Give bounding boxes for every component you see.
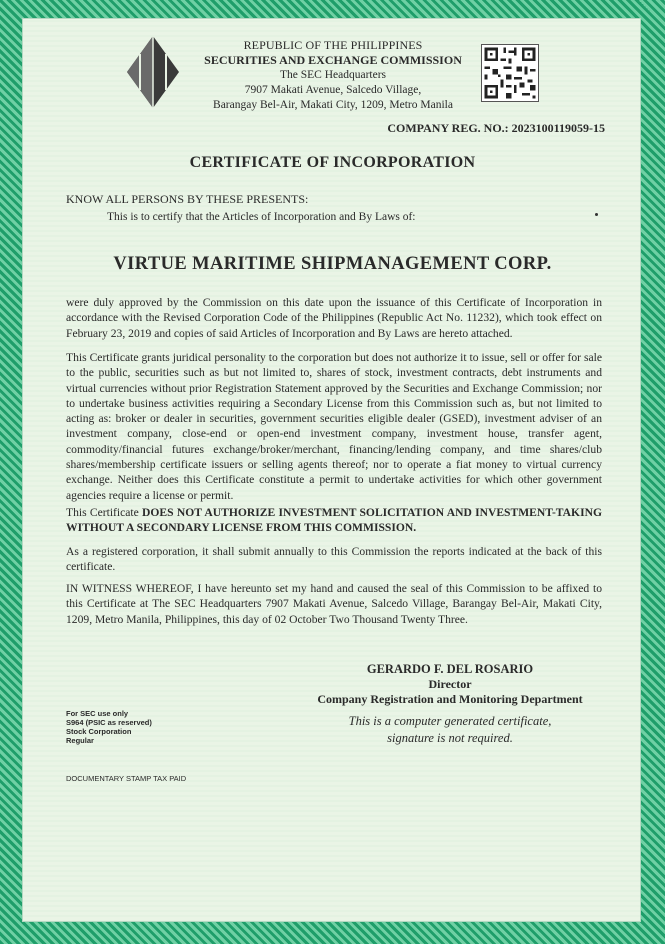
signatory-name: GERARDO F. DEL ROSARIO: [366, 662, 534, 676]
know-all-persons: KNOW ALL PERSONS BY THESE PRESENTS:: [66, 192, 309, 206]
note-line-2: signature is not required.: [387, 731, 513, 745]
sec-use-block: [66, 709, 152, 745]
warning-prefix: This Certificate: [66, 506, 143, 519]
documentary-stamp-tax: DOCUMENTARY STAMP TAX PAID: [66, 774, 187, 783]
signatory-department: Company Registration and Monitoring Department: [317, 692, 583, 706]
ink-dot: [595, 213, 598, 216]
juridical-personality-paragraph: This Certificate grants juridical personality to the corporation but does not authorize it to issue, sell or offer for sale to the public, securities such as but not limited to, shares of stock, investment contracts, debt instruments and virtual currencies without prior Registration Statement approved by the Securities and Exchange Commission; nor to undertake business activities requiring a Secondary License from this Commission such as, but not limited to acting as: broker or dealer in securities, government securities eligible dealer (GSED), investment adviser of an investment company, close-end or open-end investment company, investment house, transfer agent, commodity/financial futures exchange/broker/merchant, financing/lending company, and time shares/club shares/membership certificate issuers or selling agents thereof; nor to operate a fiat money to virtual currency exchange. Neither does this Certificate constitute a permit to undertake activities for which other government agencies require a license or permit.: [66, 351, 602, 502]
country-line: REPUBLIC OF THE PHILIPPINES: [243, 38, 423, 52]
hq-line: The SEC Headquarters: [279, 69, 387, 81]
sec-use-line-1: For SEC use only: [66, 709, 129, 718]
address-line-1: 7907 Makati Avenue, Salcedo Village,: [244, 84, 422, 96]
certificate-title: CERTIFICATE OF INCORPORATION: [189, 154, 476, 171]
corporation-name: VIRTUE MARITIME SHIPMANAGEMENT CORP.: [113, 254, 552, 274]
sec-use-line-2: S964 (PSIC as reserved): [66, 718, 152, 727]
sec-use-line-3: Stock Corporation: [66, 727, 132, 736]
signatory-position: Director: [428, 677, 472, 691]
annual-reports-paragraph: As a registered corporation, it shall submit annually to this Commission the reports indicated at the back of this certificate.: [66, 545, 602, 574]
sec-use-line-4: Regular: [66, 736, 94, 745]
company-reg-number: COMPANY REG. NO.: 2023100119059-15: [387, 121, 605, 135]
approval-paragraph: were duly approved by the Commission on this date upon the issuance of this Certificate of Incorporation in accordance with the Revised Corporation Code of the Philippines (Republic Act No. 11232), which took effect on February 23, 2019 and copies of said Articles of Incorporation and By Laws are hereto attached.: [66, 296, 602, 340]
sec-logo-icon: [125, 34, 181, 110]
computer-generated-note: [330, 713, 570, 747]
agency-header: [188, 38, 478, 113]
warning-bold: DOES NOT AUTHORIZE INVESTMENT SOLICITATION AND INVESTMENT-TAKING WITHOUT A SECONDARY LICENSE FROM THIS COMMISSION.: [66, 506, 602, 535]
note-line-1: This is a computer generated certificate,: [348, 714, 552, 728]
address-line-2: Barangay Bel-Air, Makati City, 1209, Metro Manila: [213, 99, 453, 111]
certify-line: This is to certify that the Articles of Incorporation and By Laws of:: [107, 211, 416, 223]
qr-code-icon: [481, 44, 539, 102]
signatory-block: [300, 662, 600, 707]
solicitation-warning-paragraph: [66, 505, 602, 536]
agency-name: SECURITIES AND EXCHANGE COMMISSION: [204, 53, 462, 67]
witness-paragraph: IN WITNESS WHEREOF, I have hereunto set my hand and caused the seal of this Commission to be affixed to this Certificate at The SEC Headquarters 7907 Makati Avenue, Salcedo Village, Barangay Bel-Air, Makati City, 1209, Metro Manila, Philippines, this day of 02 October Two Thousand Twenty Three.: [66, 582, 602, 626]
